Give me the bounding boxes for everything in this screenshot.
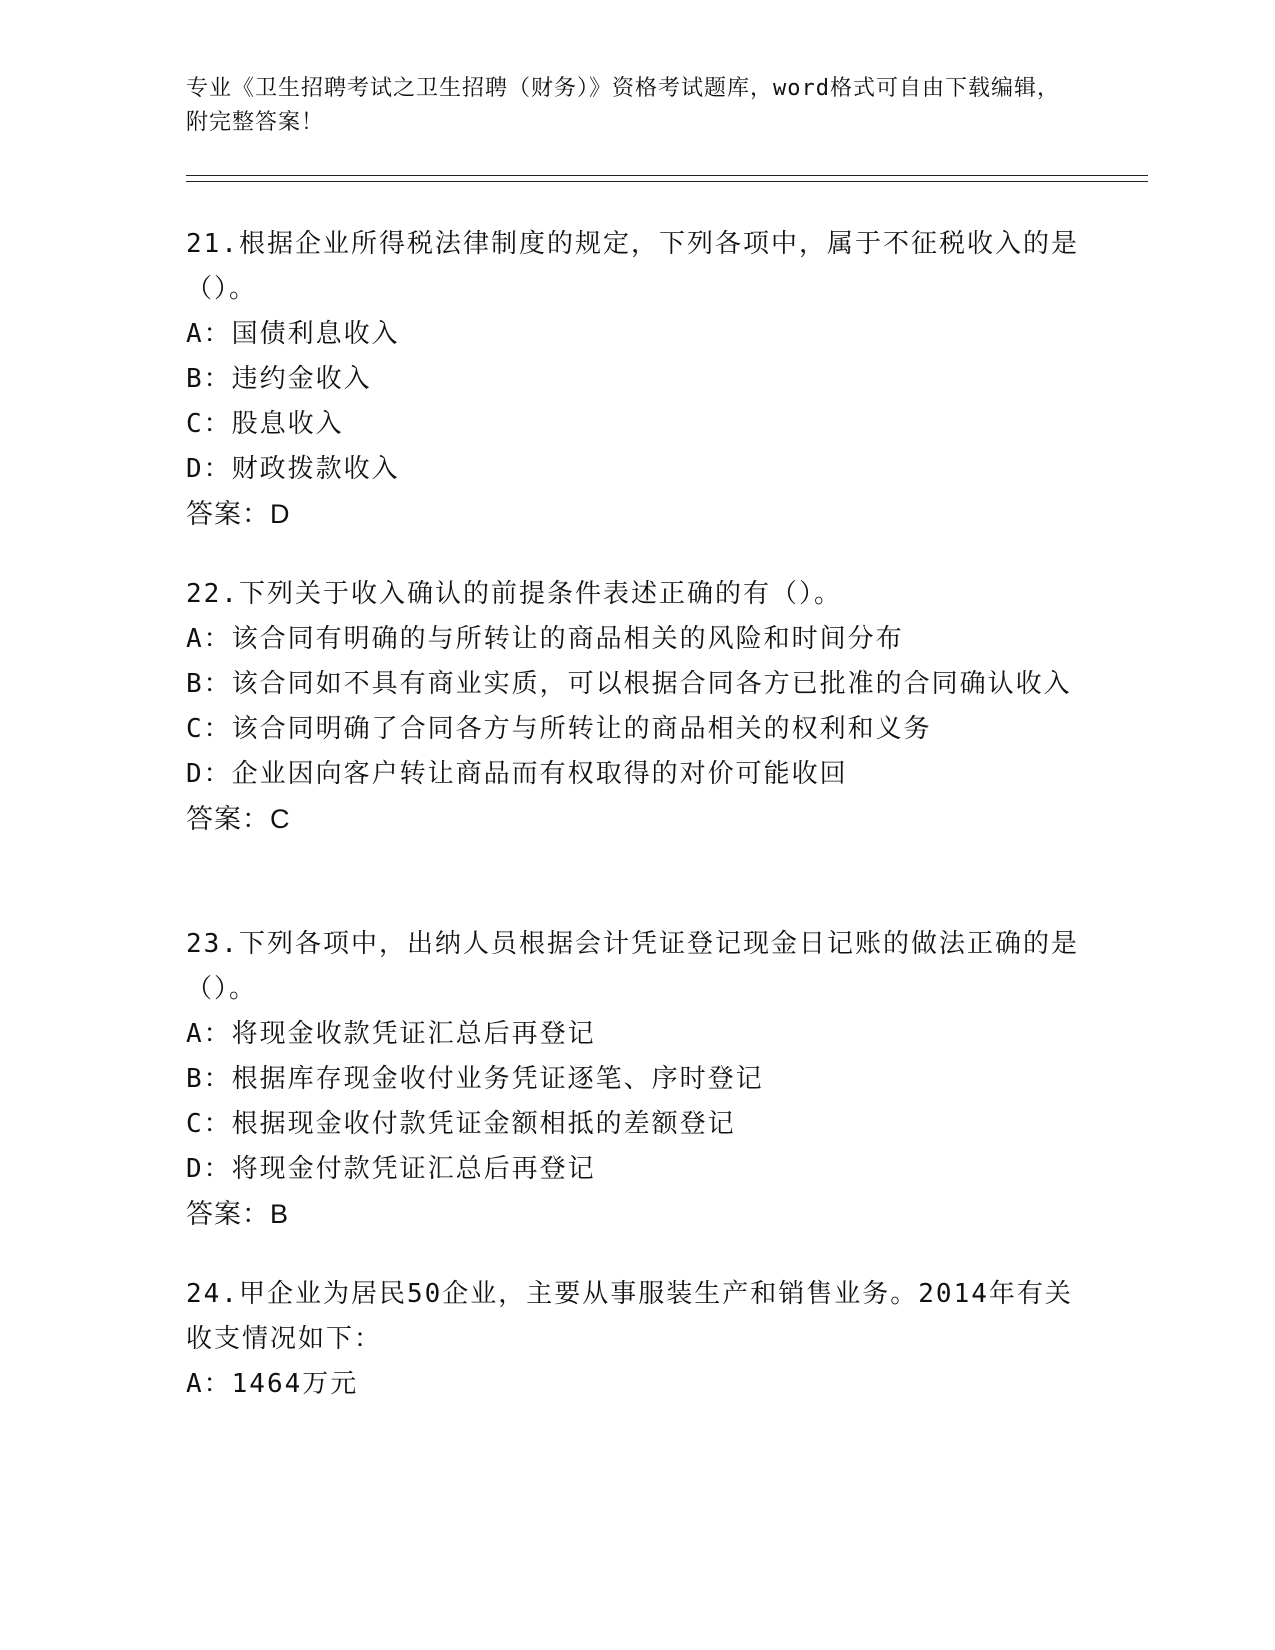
option-a: A：国债利息收入	[186, 319, 400, 349]
option-b: B：根据库存现金收付业务凭证逐笔、序时登记	[186, 1064, 764, 1094]
option-d: D：财政拨款收入	[186, 454, 400, 484]
question-22	[186, 572, 1086, 842]
option-a: A：将现金收款凭证汇总后再登记	[186, 1019, 596, 1049]
option-a: A：该合同有明确的与所转让的商品相关的风险和时间分布	[186, 624, 904, 654]
option-d: D：将现金付款凭证汇总后再登记	[186, 1154, 596, 1184]
question-text: 24.甲企业为居民50企业，主要从事服装生产和销售业务。2014年有关收支情况如下：	[186, 1279, 1073, 1354]
option-a: A：1464万元	[186, 1369, 359, 1399]
question-text: 22.下列关于收入确认的前提条件表述正确的有（）。	[186, 579, 842, 609]
question-text: 23.下列各项中，出纳人员根据会计凭证登记现金日记账的做法正确的是（）。	[186, 929, 1079, 1004]
option-b: B：违约金收入	[186, 364, 372, 394]
header-divider-top	[186, 175, 1148, 176]
question-24	[186, 1272, 1086, 1407]
option-d: D：企业因向客户转让商品而有权取得的对价可能收回	[186, 759, 848, 789]
answer-label: 答案：C	[186, 804, 291, 834]
option-c: C：股息收入	[186, 409, 344, 439]
question-text: 21.根据企业所得税法律制度的规定，下列各项中，属于不征税收入的是（）。	[186, 229, 1079, 304]
document-intro: 专业《卫生招聘考试之卫生招聘（财务）》资格考试题库，word格式可自由下载编辑，附完整答案！	[186, 76, 1060, 135]
answer-label: 答案：D	[186, 499, 291, 529]
option-b: B：该合同如不具有商业实质，可以根据合同各方已批准的合同确认收入	[186, 669, 1072, 699]
header-divider-bottom	[186, 181, 1148, 182]
question-21	[186, 222, 1086, 537]
option-c: C：该合同明确了合同各方与所转让的商品相关的权利和义务	[186, 714, 932, 744]
question-23	[186, 922, 1086, 1237]
option-c: C：根据现金收付款凭证金额相抵的差额登记	[186, 1109, 736, 1139]
answer-label: 答案：B	[186, 1199, 290, 1229]
